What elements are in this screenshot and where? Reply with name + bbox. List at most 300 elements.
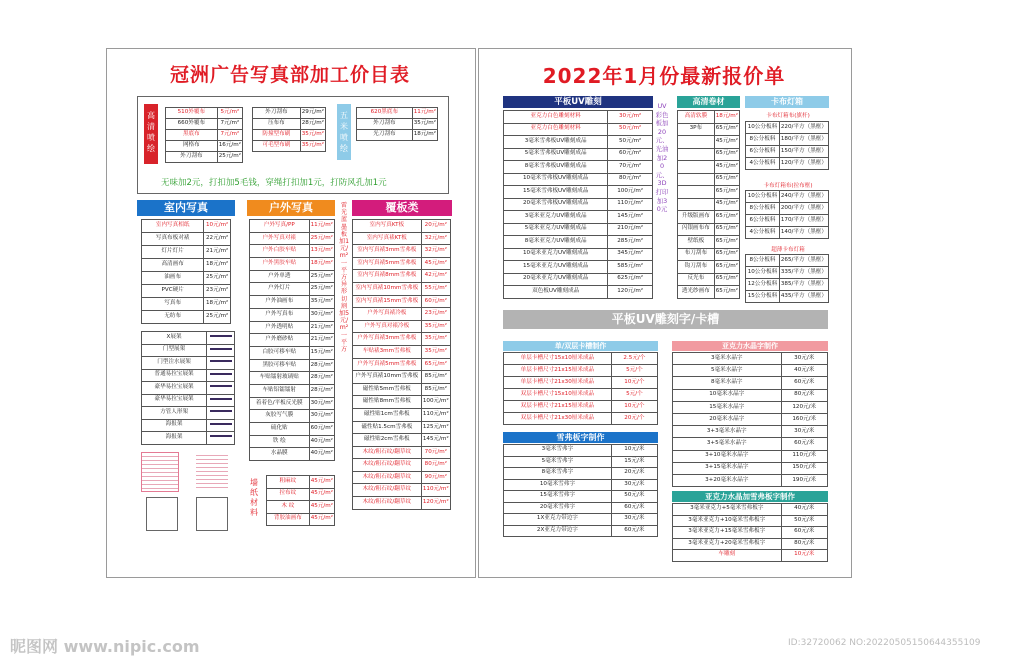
price-cell: 625元/m²: [608, 273, 653, 286]
price-cell: 28元/m²: [300, 119, 325, 130]
item-name-cell: 15公分板料: [746, 291, 780, 303]
table-row: [142, 298, 231, 311]
wumi-table: [356, 107, 438, 141]
swatch-bar: [210, 435, 232, 437]
item-name-cell: 高清软膜: [678, 111, 715, 124]
table-row: [142, 394, 235, 407]
item-name-cell: 车贴裱3mm雪弗板: [353, 345, 422, 358]
table-row: [166, 119, 243, 130]
table-row: [678, 223, 740, 236]
item-name-cell: 3+10毫米水晶字: [673, 450, 782, 462]
price-cell: [207, 369, 235, 382]
item-name-cell: 室内写真裱KT板: [353, 232, 422, 245]
item-name-cell: 8公分板料: [746, 134, 780, 146]
price-cell: 35元/m²: [300, 141, 325, 152]
item-name-cell: 3毫米亚克力+10毫米雪弗板字: [673, 515, 782, 527]
table-row: [673, 389, 828, 401]
item-name-cell: 外刀刮布: [166, 152, 218, 163]
mid-price-table: [252, 107, 326, 152]
item-name-cell: 海报架: [142, 419, 207, 432]
item-name-cell: 户外写真裱3mm雪弗板: [353, 333, 422, 346]
price-cell: 29元/m²: [300, 108, 325, 119]
item-name-cell: 4公分板料: [746, 158, 780, 170]
price-cell: 13元/m²: [309, 245, 335, 258]
price-cell: 35元/m²: [309, 296, 335, 309]
item-name-cell: 光刀刮布: [357, 130, 413, 141]
item-name-cell: 磁性贴1.5cm雪弗板: [353, 421, 422, 434]
table-row: [746, 146, 829, 158]
price-cell: 50元/m²: [608, 136, 653, 149]
lightbox-group2-table: [745, 190, 829, 239]
item-name-cell: [678, 161, 715, 174]
swatch-bar: [210, 360, 232, 362]
engrave-title: 平板UV雕刻字/卡槽: [503, 310, 828, 329]
placeholder-box-2: [196, 497, 228, 531]
price-cell: 25元/m²: [217, 152, 242, 163]
item-name-cell: 510外覆布: [166, 108, 218, 119]
item-name-cell: 户外油画布: [250, 296, 310, 309]
table-row: [504, 413, 658, 425]
price-cell: 15元/m²: [309, 346, 335, 359]
price-cell: 2.5元/个: [611, 353, 657, 365]
table-row: [250, 232, 335, 245]
table-row: [678, 286, 740, 299]
table-row: [253, 119, 326, 130]
table-row: [142, 369, 235, 382]
price-cell: 5元/个: [611, 389, 657, 401]
table-row: [746, 191, 829, 203]
table-row: [673, 353, 828, 365]
table-row: [504, 211, 653, 224]
price-cell: 145元/m²: [421, 434, 450, 447]
item-name-cell: 磁性贴8mm雪弗板: [353, 396, 422, 409]
table-row: [504, 236, 653, 249]
price-cell: 60元/米: [611, 502, 657, 514]
price-cell: 65元/m²: [714, 211, 739, 224]
price-cell: 60元/m²: [608, 148, 653, 161]
table-row: [678, 248, 740, 261]
item-name-cell: 5毫米水晶字: [673, 365, 782, 377]
price-cell: 85元/m²: [421, 371, 450, 384]
price-cell: 65元/m²: [421, 358, 450, 371]
table-row: [678, 211, 740, 224]
table-row: [267, 513, 335, 526]
table-row: [142, 259, 231, 272]
item-name-cell: 拉布纹: [267, 488, 310, 501]
price-cell: 65元/m²: [714, 273, 739, 286]
item-name-cell: [678, 148, 715, 161]
price-cell: 7元/m²: [217, 119, 242, 130]
price-cell: 11元/m²: [412, 108, 437, 119]
price-cell: [207, 332, 235, 345]
price-cell: 10元/个: [611, 401, 657, 413]
item-name-cell: 门型展架: [142, 344, 207, 357]
price-cell: 80元/m²: [421, 459, 450, 472]
table-row: [250, 410, 335, 423]
table-row: [353, 320, 451, 333]
wumi-label: 五米喷绘: [340, 111, 348, 153]
table-row: [504, 248, 653, 261]
item-name-cell: 磁性贴1cm雪弗板: [353, 408, 422, 421]
item-name-cell: 10毫米水晶字: [673, 389, 782, 401]
item-name-cell: 20毫米雪弗字: [504, 502, 612, 514]
price-cell: 40元/米: [781, 504, 828, 516]
table-row: [504, 186, 653, 199]
lightbox-group1-table: [745, 121, 829, 170]
item-name-cell: 双色板UV雕刻成品: [504, 286, 608, 299]
price-cell: 45元/m²: [714, 136, 739, 149]
table-row: [504, 468, 658, 480]
foam-letter-table: [503, 444, 658, 537]
item-name-cell: 单层卡槽尺寸15x10厘米成品: [504, 353, 612, 365]
table-row: [678, 111, 740, 124]
price-cell: 120元/m²: [421, 497, 450, 510]
table-row: [142, 344, 235, 357]
price-cell: 30元/米: [781, 426, 828, 438]
table-row: [166, 108, 243, 119]
price-cell: 20元/米: [611, 468, 657, 480]
item-name-cell: 着着色/平板反光膜: [250, 397, 310, 410]
table-row: [504, 223, 653, 236]
price-cell: 65元/m²: [714, 186, 739, 199]
table-row: [353, 333, 451, 346]
price-cell: 65元/m²: [714, 286, 739, 299]
price-cell: 335/平方（黑框）: [779, 267, 828, 279]
item-name-cell: 户外写真/PP: [250, 220, 310, 233]
price-cell: 150/平方（黑框）: [779, 146, 828, 158]
table-row: [250, 283, 335, 296]
swatch-bar: [210, 335, 232, 337]
price-cell: 65元/m²: [714, 123, 739, 136]
table-row: [357, 119, 438, 130]
table-row: [353, 383, 451, 396]
indoor-header: 室内写真: [137, 200, 235, 216]
table-row: [504, 456, 658, 468]
item-name-cell: 户外灯片: [250, 283, 310, 296]
item-name-cell: 网格布: [166, 141, 218, 152]
item-name-cell: 海报架: [142, 432, 207, 445]
item-name-cell: 8公分板料: [746, 255, 780, 267]
table-row: [142, 332, 235, 345]
price-cell: 30元/米: [611, 514, 657, 526]
price-cell: 18元/m²: [204, 259, 231, 272]
price-cell: 10元/米: [781, 550, 828, 562]
price-cell: 110元/m²: [421, 484, 450, 497]
item-name-cell: 5毫米雪弗板UV雕刻成品: [504, 148, 608, 161]
table-row: [353, 459, 451, 472]
table-row: [504, 401, 658, 413]
price-cell: 45元/m²: [421, 257, 450, 270]
table-row: [678, 136, 740, 149]
item-name-cell: 车雕刻: [673, 550, 782, 562]
price-cell: 28元/m²: [309, 372, 335, 385]
table-row: [504, 161, 653, 174]
item-name-cell: 双层卡槽尺寸15x10厘米成品: [504, 389, 612, 401]
item-name-cell: 车贴镭射玻璃贴: [250, 372, 310, 385]
price-cell: 25元/m²: [204, 272, 231, 285]
price-cell: 21元/m²: [204, 246, 231, 259]
table-row: [353, 245, 451, 258]
table-row: [746, 227, 829, 239]
table-row: [353, 257, 451, 270]
price-cell: 16元/m²: [217, 141, 242, 152]
table-row: [250, 346, 335, 359]
item-name-cell: 6公分板料: [746, 146, 780, 158]
table-row: [504, 286, 653, 299]
price-cell: 45元/m²: [309, 476, 334, 489]
price-cell: 25元/m²: [309, 232, 335, 245]
item-name-cell: 双层卡槽尺寸21x30厘米成品: [504, 413, 612, 425]
price-cell: 100元/m²: [421, 396, 450, 409]
table-row: [142, 357, 235, 370]
table-row: [142, 432, 235, 445]
price-cell: 30元/米: [611, 479, 657, 491]
table-row: [673, 450, 828, 462]
swatch-bar: [210, 385, 232, 387]
item-name-cell: [678, 186, 715, 199]
price-cell: 190元/米: [781, 474, 828, 486]
price-cell: 30元/m²: [309, 308, 335, 321]
table-row: [678, 236, 740, 249]
table-row: [250, 334, 335, 347]
hd-roll-table: [677, 110, 740, 299]
item-name-cell: 20毫米雪弗板UV雕刻成品: [504, 198, 608, 211]
table-row: [746, 291, 829, 303]
table-row: [353, 434, 451, 447]
item-name-cell: 室内写真裱15mm雪弗板: [353, 295, 422, 308]
foam-letter-header: 雪弗板字制作: [503, 432, 658, 443]
item-name-cell: X展架: [142, 332, 207, 345]
table-row: [673, 377, 828, 389]
item-name-cell: 5毫米亚克力UV雕刻成品: [504, 223, 608, 236]
item-name-cell: 室内写真裱5mm雪弗板: [353, 257, 422, 270]
table-row: [678, 123, 740, 136]
item-name-cell: 反光布: [678, 273, 715, 286]
table-row: [250, 308, 335, 321]
outdoor-header: 户外写真: [247, 200, 335, 216]
item-name-cell: 室内写真裱3mm雪弗板: [353, 245, 422, 258]
price-cell: 120元/m²: [608, 286, 653, 299]
item-name-cell: 户外单透: [250, 270, 310, 283]
price-cell: 55元/m²: [421, 282, 450, 295]
cover-table: [352, 219, 451, 510]
item-name-cell: 8毫米水晶字: [673, 377, 782, 389]
table-row: [353, 471, 451, 484]
price-cell: 65元/m²: [714, 248, 739, 261]
item-name-cell: 水晶膜: [250, 448, 310, 461]
table-row: [504, 148, 653, 161]
item-name-cell: 3+3毫米水晶字: [673, 426, 782, 438]
table-row: [504, 491, 658, 503]
item-name-cell: 3+5毫米水晶字: [673, 438, 782, 450]
table-row: [250, 321, 335, 334]
price-cell: 45元/m²: [714, 161, 739, 174]
swatch-bar: [210, 373, 232, 375]
item-name-cell: 3毫米雪弗板UV雕刻成品: [504, 136, 608, 149]
item-name-cell: 无纺布: [142, 311, 204, 324]
price-cell: 35元/m²: [421, 345, 450, 358]
price-cell: 5元/个: [611, 365, 657, 377]
lightbox-group3-title: 超薄卡布灯箱: [771, 247, 805, 253]
table-row: [504, 502, 658, 514]
table-row: [678, 198, 740, 211]
item-name-cell: 透光纱画布: [678, 286, 715, 299]
price-cell: [207, 344, 235, 357]
placeholder-image-1: [141, 452, 179, 492]
price-cell: 35元/m²: [421, 333, 450, 346]
cover-side-note: 雷光蓝墨板加1元/m² 一平方 异形切割加5元/m² 一平方: [338, 202, 350, 354]
item-name-cell: 3+15毫米水晶字: [673, 462, 782, 474]
price-cell: 30元/米: [781, 353, 828, 365]
lightbox-group1-title: 卡布灯箱布(旗杆): [766, 113, 810, 119]
swatch-bar: [210, 410, 232, 412]
price-cell: 585元/m²: [608, 261, 653, 274]
price-cell: 45元/m²: [714, 198, 739, 211]
price-cell: 30元/m²: [608, 111, 653, 124]
price-cell: 65元/m²: [714, 261, 739, 274]
table-row: [678, 273, 740, 286]
item-name-cell: 室内写真KT板: [353, 220, 422, 233]
table-row: [353, 220, 451, 233]
price-cell: 22元/m²: [204, 233, 231, 246]
price-cell: 35元/m²: [421, 320, 450, 333]
item-name-cell: 室内写真裱8mm雪弗板: [353, 270, 422, 283]
table-row: [504, 273, 653, 286]
price-cell: 45元/m²: [309, 501, 334, 514]
table-row: [250, 448, 335, 461]
price-cell: 285元/m²: [608, 236, 653, 249]
card-slot-table: [503, 352, 658, 425]
acrylic-header: 亚克力水晶字制作: [672, 341, 828, 351]
price-cell: 30元/m²: [309, 410, 335, 423]
table-row: [504, 261, 653, 274]
uv-header: 平板UV雕刻: [503, 96, 653, 108]
table-row: [142, 233, 231, 246]
price-cell: 32元/m²: [421, 232, 450, 245]
item-name-cell: 10毫米雪弗字: [504, 479, 612, 491]
price-cell: 150元/米: [781, 462, 828, 474]
table-row: [673, 550, 828, 562]
item-name-cell: 双层卡槽尺寸21x15厘米成品: [504, 401, 612, 413]
price-cell: [207, 394, 235, 407]
table-row: [250, 220, 335, 233]
item-name-cell: 亚克力白色雕刻材料: [504, 123, 608, 136]
table-row: [253, 108, 326, 119]
table-row: [353, 446, 451, 459]
price-cell: 25元/m²: [204, 311, 231, 324]
table-row: [673, 462, 828, 474]
item-name-cell: 灯片灯片: [142, 246, 204, 259]
swatch-bar: [210, 398, 232, 400]
item-name-cell: 车贴铝镭镭射: [250, 384, 310, 397]
hd-spray-table: [165, 107, 243, 163]
table-row: [267, 476, 335, 489]
item-name-cell: 4公分板料: [746, 227, 780, 239]
price-cell: 23元/m²: [421, 308, 450, 321]
price-cell: 23元/m²: [204, 285, 231, 298]
item-name-cell: 方管人形架: [142, 407, 207, 420]
price-cell: 10元/米: [611, 445, 657, 457]
price-cell: 345元/m²: [608, 248, 653, 261]
item-name-cell: 木 纹: [267, 501, 310, 514]
item-name-cell: 3毫米雪弗字: [504, 445, 612, 457]
price-cell: 18元/m²: [309, 258, 335, 271]
table-row: [353, 282, 451, 295]
item-name-cell: 室内写真裱10mm雪弗板: [353, 282, 422, 295]
item-name-cell: 户外黑胶车贴: [250, 258, 310, 271]
item-name-cell: 8毫米雪弗字: [504, 468, 612, 480]
table-row: [678, 186, 740, 199]
table-row: [142, 311, 231, 324]
item-name-cell: 12公分板料: [746, 279, 780, 291]
item-name-cell: 户外写真对裱: [250, 232, 310, 245]
price-cell: 110元/米: [781, 450, 828, 462]
price-cell: 65元/m²: [714, 148, 739, 161]
price-cell: 200/平方（黑框）: [779, 203, 828, 215]
acrylic-table: [672, 352, 828, 487]
item-name-cell: 壁纸板: [678, 236, 715, 249]
item-name-cell: 室内写真相纸: [142, 220, 204, 233]
placeholder-image-2: [196, 452, 228, 490]
item-name-cell: 门型注水展架: [142, 357, 207, 370]
item-name-cell: [678, 136, 715, 149]
table-row: [504, 353, 658, 365]
item-name-cell: 3+20毫米水晶字: [673, 474, 782, 486]
item-name-cell: 粗麻纹: [267, 476, 310, 489]
price-cell: 65元/m²: [714, 173, 739, 186]
table-row: [678, 148, 740, 161]
table-row: [357, 108, 438, 119]
price-cell: 80元/米: [781, 389, 828, 401]
price-cell: 10元/个: [611, 377, 657, 389]
table-row: [267, 501, 335, 514]
table-row: [673, 365, 828, 377]
table-row: [504, 525, 658, 537]
price-cell: 70元/m²: [421, 446, 450, 459]
price-cell: 220/平方（黑框）: [779, 122, 828, 134]
uv-table: [503, 110, 653, 299]
swatch-bar: [210, 348, 232, 350]
price-cell: 110元/m²: [421, 408, 450, 421]
price-cell: 25元/m²: [309, 270, 335, 283]
wall-material-table: [266, 475, 335, 526]
price-cell: 10元/m²: [204, 220, 231, 233]
item-name-cell: 6公分板料: [746, 215, 780, 227]
price-cell: 70元/m²: [608, 161, 653, 174]
item-name-cell: 8毫米雪弗板UV雕刻成品: [504, 161, 608, 174]
item-name-cell: 单层卡槽尺寸21x30厘米成品: [504, 377, 612, 389]
price-cell: 265/平方（黑框）: [779, 255, 828, 267]
placeholder-box-1: [146, 497, 178, 531]
table-row: [142, 407, 235, 420]
table-row: [673, 413, 828, 425]
item-name-cell: 磁性贴5mm雪弗板: [353, 383, 422, 396]
table-row: [746, 279, 829, 291]
price-cell: 435/平方（黑框）: [779, 291, 828, 303]
item-name-cell: 可毛型布刷: [253, 141, 301, 152]
table-row: [504, 445, 658, 457]
table-row: [678, 173, 740, 186]
item-name-cell: 户外写真布: [250, 308, 310, 321]
price-cell: 60元/m²: [421, 295, 450, 308]
price-cell: 60元/米: [781, 377, 828, 389]
table-row: [353, 232, 451, 245]
table-row: [504, 111, 653, 124]
item-name-cell: 15毫米雪弗字: [504, 491, 612, 503]
acrylic-pvc-header: 亚克力水晶加雪弗板字制作: [672, 491, 828, 502]
price-cell: 60元/m²: [309, 423, 335, 436]
price-cell: 45元/m²: [309, 488, 334, 501]
